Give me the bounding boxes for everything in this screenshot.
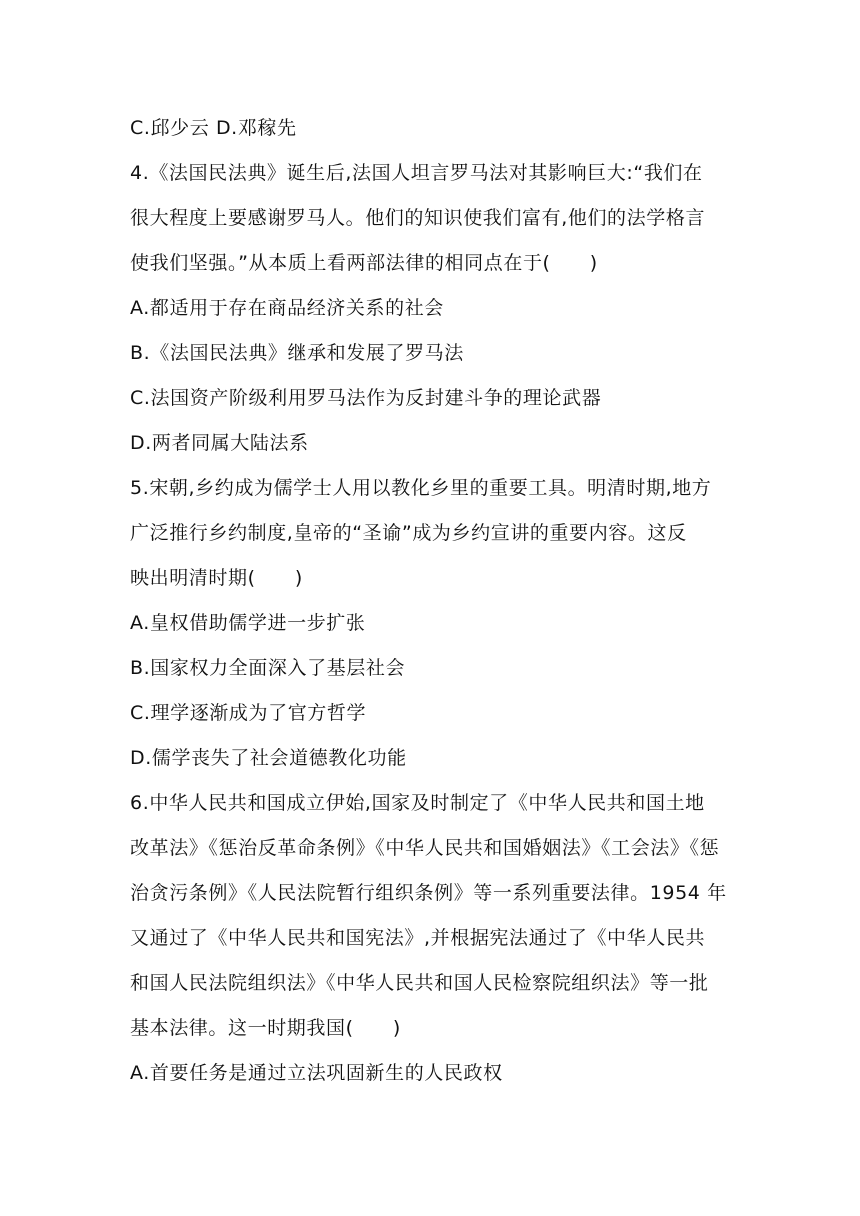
q5-option-a: A.皇权借助儒学进一步扩张: [130, 612, 366, 634]
q4-stem-line-1: 4.《法国民法典》诞生后,法国人坦言罗马法对其影响巨大:“我们在: [130, 162, 703, 184]
q6-stem-line-4: 又通过了《中华人民共和国宪法》,并根据宪法通过了《中华人民共: [130, 927, 706, 949]
q4-stem-line-2: 很大程度上要感谢罗马人。他们的知识使我们富有,他们的法学格言: [130, 207, 706, 229]
q6-stem-line-6: 基本法律。这一时期我国( ): [130, 1017, 401, 1039]
q3-options-cd: C.邱少云 D.邓稼先: [130, 117, 297, 139]
q5-option-c: C.理学逐渐成为了官方哲学: [130, 702, 367, 724]
q6-stem-line-5: 和国人民法院组织法》《中华人民共和国人民检察院组织法》等一批: [130, 972, 709, 994]
q6-stem-line-1: 6.中华人民共和国成立伊始,国家及时制定了《中华人民共和国土地: [130, 792, 705, 814]
q5-stem-line-1: 5.宋朝,乡约成为儒学士人用以教化乡里的重要工具。明清时期,地方: [130, 477, 712, 499]
q5-option-b: B.国家权力全面深入了基层社会: [130, 657, 406, 679]
q4-option-c: C.法国资产阶级利用罗马法作为反封建斗争的理论武器: [130, 387, 602, 409]
q5-stem-line-3: 映出明清时期( ): [130, 567, 303, 589]
q6-stem-line-3: 治贪污条例》《人民法院暂行组织条例》等一系列重要法律。1954 年: [130, 882, 727, 904]
q5-option-d: D.儒学丧失了社会道德教化功能: [130, 747, 407, 769]
q6-stem-line-2: 改革法》《惩治反革命条例》《中华人民共和国婚姻法》《工会法》《惩: [130, 837, 720, 859]
q4-option-b: B.《法国民法典》继承和发展了罗马法: [130, 342, 464, 364]
q6-option-a: A.首要任务是通过立法巩固新生的人民政权: [130, 1062, 503, 1084]
q4-option-d: D.两者同属大陆法系: [130, 432, 309, 454]
q4-stem-line-3: 使我们坚强。”从本质上看两部法律的相同点在于( ): [130, 252, 598, 274]
q4-option-a: A.都适用于存在商品经济关系的社会: [130, 297, 444, 319]
q5-stem-line-2: 广泛推行乡约制度,皇帝的“圣谕”成为乡约宣讲的重要内容。这反: [130, 522, 687, 544]
